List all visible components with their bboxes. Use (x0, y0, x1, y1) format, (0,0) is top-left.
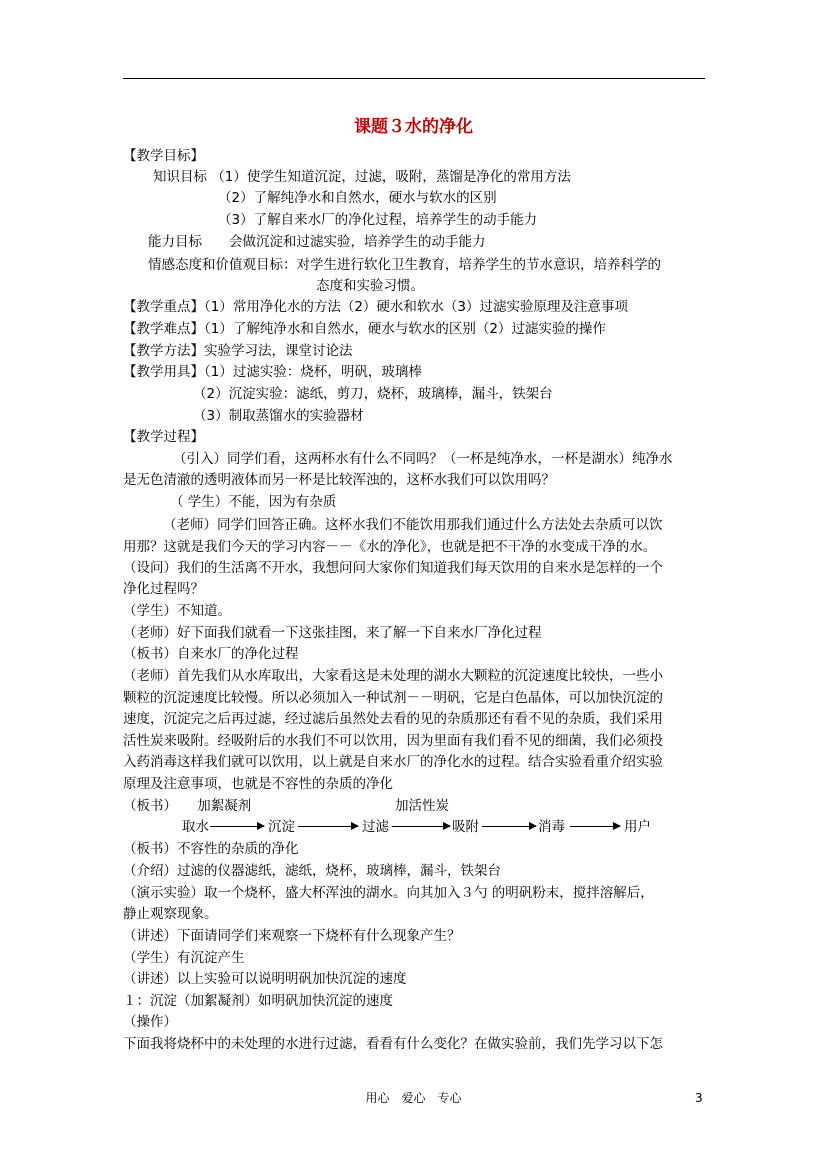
section-heading-process: 【教学过程】 (123, 429, 204, 445)
text-line: （讲述）以上实验可以说明明矾加快沉淀的速度 (123, 971, 407, 987)
section-heading-methods: 【教学方法】实验学习法，课堂讨论法 (123, 343, 353, 359)
section-heading-goals: 【教学目标】 (123, 148, 204, 164)
text-line: １：沉淀（加絮凝剂）如明矾加快沉淀的速度 (123, 993, 393, 1009)
text-line: （老师）好下面我们就看一下这张挂图，来了解一下自来水厂净化过程 (123, 625, 542, 641)
page-title: 课题３水的净化 (354, 117, 473, 137)
section-heading-difficulties: 【教学难点】（1）了解纯净水和自然水，硬水与软水的区别（2）过滤实验的操作 (123, 321, 606, 337)
section-heading-tools: 【教学用具】（1）过滤实验：烧杯，明矾，玻璃棒 (123, 364, 422, 380)
text-line: 净化过程吗？ (123, 581, 204, 597)
text-line: 情感态度和价值观目标：对学生进行软化卫生教育，培养学生的节水意识，培养科学的 (148, 257, 661, 273)
text-line: 速度，沉淀完之后再过滤，经过滤后虽然处去看的见的杂质那还有看不见的杂质，我们采用 (123, 711, 663, 727)
flow-step: 过滤 (362, 819, 389, 835)
text-line: 知识目标 （1）使学生知道沉淀，过滤，吸附，蒸馏是净化的常用方法 (153, 169, 571, 185)
text-line: 是无色清澈的透明液体而另一杯是比较浑浊的，这杯水我们可以饮用吗？ (123, 472, 555, 488)
arrow-right-icon (392, 826, 450, 827)
text-line: 态度和实验习惯。 (316, 278, 424, 294)
text-line: （讲述）下面请同学们来观察一下烧杯有什么现象产生？ (123, 928, 461, 944)
text-line: （引入）同学们看，这两杯水有什么不同吗？（一杯是纯净水，一杯是湖水）纯净水 (173, 451, 673, 467)
text-line: （操作） (123, 1014, 177, 1030)
text-line: （3）了解自来水厂的净化过程，培养学生的动手能力 (218, 212, 538, 228)
flow-step: 取水 (182, 819, 209, 835)
arrow-right-icon (210, 826, 264, 827)
text-line: （板书）不容性的杂质的净化 (123, 841, 299, 857)
header-rule (123, 78, 705, 79)
flow-step: 沉淀 (268, 819, 295, 835)
page-number: 3 (695, 1091, 703, 1105)
text-line: （板书）自来水厂的净化过程 (123, 646, 299, 662)
text-line: （板书） 加絮凝剂 (123, 798, 252, 814)
section-heading-key-points: 【教学重点】（1）常用净化水的方法（2）硬水和软水（3）过滤实验原理及注意事项 (123, 299, 629, 315)
text-line: （2）沉淀实验：滤纸，剪刀，烧杯，玻璃棒，漏斗，铁架台 (193, 386, 553, 402)
flow-step: 用户 (624, 819, 651, 835)
text-line: 能力目标 会做沉淀和过滤实验，培养学生的动手能力 (148, 234, 486, 250)
text-line: 下面我将烧杯中的未处理的水进行过滤，看看有什么变化？在做实验前，我们先学习以下怎 (123, 1036, 663, 1052)
text-line: （ 学生）不能，因为有杂质 (170, 494, 337, 510)
text-line: 用那？这就是我们今天的学习内容－－《水的净化》，也就是把不干净的水变成干净的水。 (123, 539, 657, 555)
text-line: 静止观察现象。 (123, 906, 218, 922)
text-line: 活性炭来吸附。经吸附后的水我们不可以饮用，因为里面有我们看不见的细菌，我们必须投 (123, 733, 663, 749)
flow-step: 消毒 (538, 819, 565, 835)
text-line: 颗粒的沉淀速度比较慢。所以必须加入一种试剂－－明矾，它是白色晶体，可以加快沉淀的 (123, 690, 663, 706)
arrow-right-icon (570, 826, 620, 827)
text-line: （演示实验）取一个烧杯，盛大杯浑浊的湖水。向其加入３勺 的明矾粉末，搅拌溶解后， (123, 885, 654, 901)
text-line: （介绍）过滤的仪器滤纸，滤纸，烧杯，玻璃棒，漏斗，铁架台 (123, 863, 501, 879)
text-line: 原理及注意事项，也就是不容性的杂质的净化 (123, 776, 393, 792)
text-line: （3）制取蒸馏水的实验器材 (193, 408, 364, 424)
arrow-right-icon (298, 826, 358, 827)
flow-step: 吸附 (452, 819, 479, 835)
text-line: 入药消毒这样我们就可以饮用，以上就是自来水厂的净化水的过程。结合实验看重介绍实验 (123, 754, 663, 770)
text-line: （学生）不知道。 (123, 603, 231, 619)
purification-flow-diagram (180, 818, 660, 838)
text-line: （老师）同学们回答正确。这杯水我们不能饮用那我们通过什么方法处去杂质可以饮 (163, 517, 663, 533)
page-footer: 用心 爱心 专心 (365, 1091, 462, 1105)
text-line: （设问）我们的生活离不开水，我想问问大家你们知道我们每天饮用的自来水是怎样的一个 (123, 560, 663, 576)
flow-annotation-activated-carbon: 加活性炭 (395, 798, 449, 814)
text-line: （老师）首先我们从水库取出，大家看这是未处理的湖水大颗粒的沉淀速度比较快，一些小 (123, 668, 663, 684)
text-line: （2）了解纯净水和自然水，硬水与软水的区别 (218, 190, 497, 206)
arrow-right-icon (482, 826, 536, 827)
text-line: （学生）有沉淀产生 (123, 950, 245, 966)
